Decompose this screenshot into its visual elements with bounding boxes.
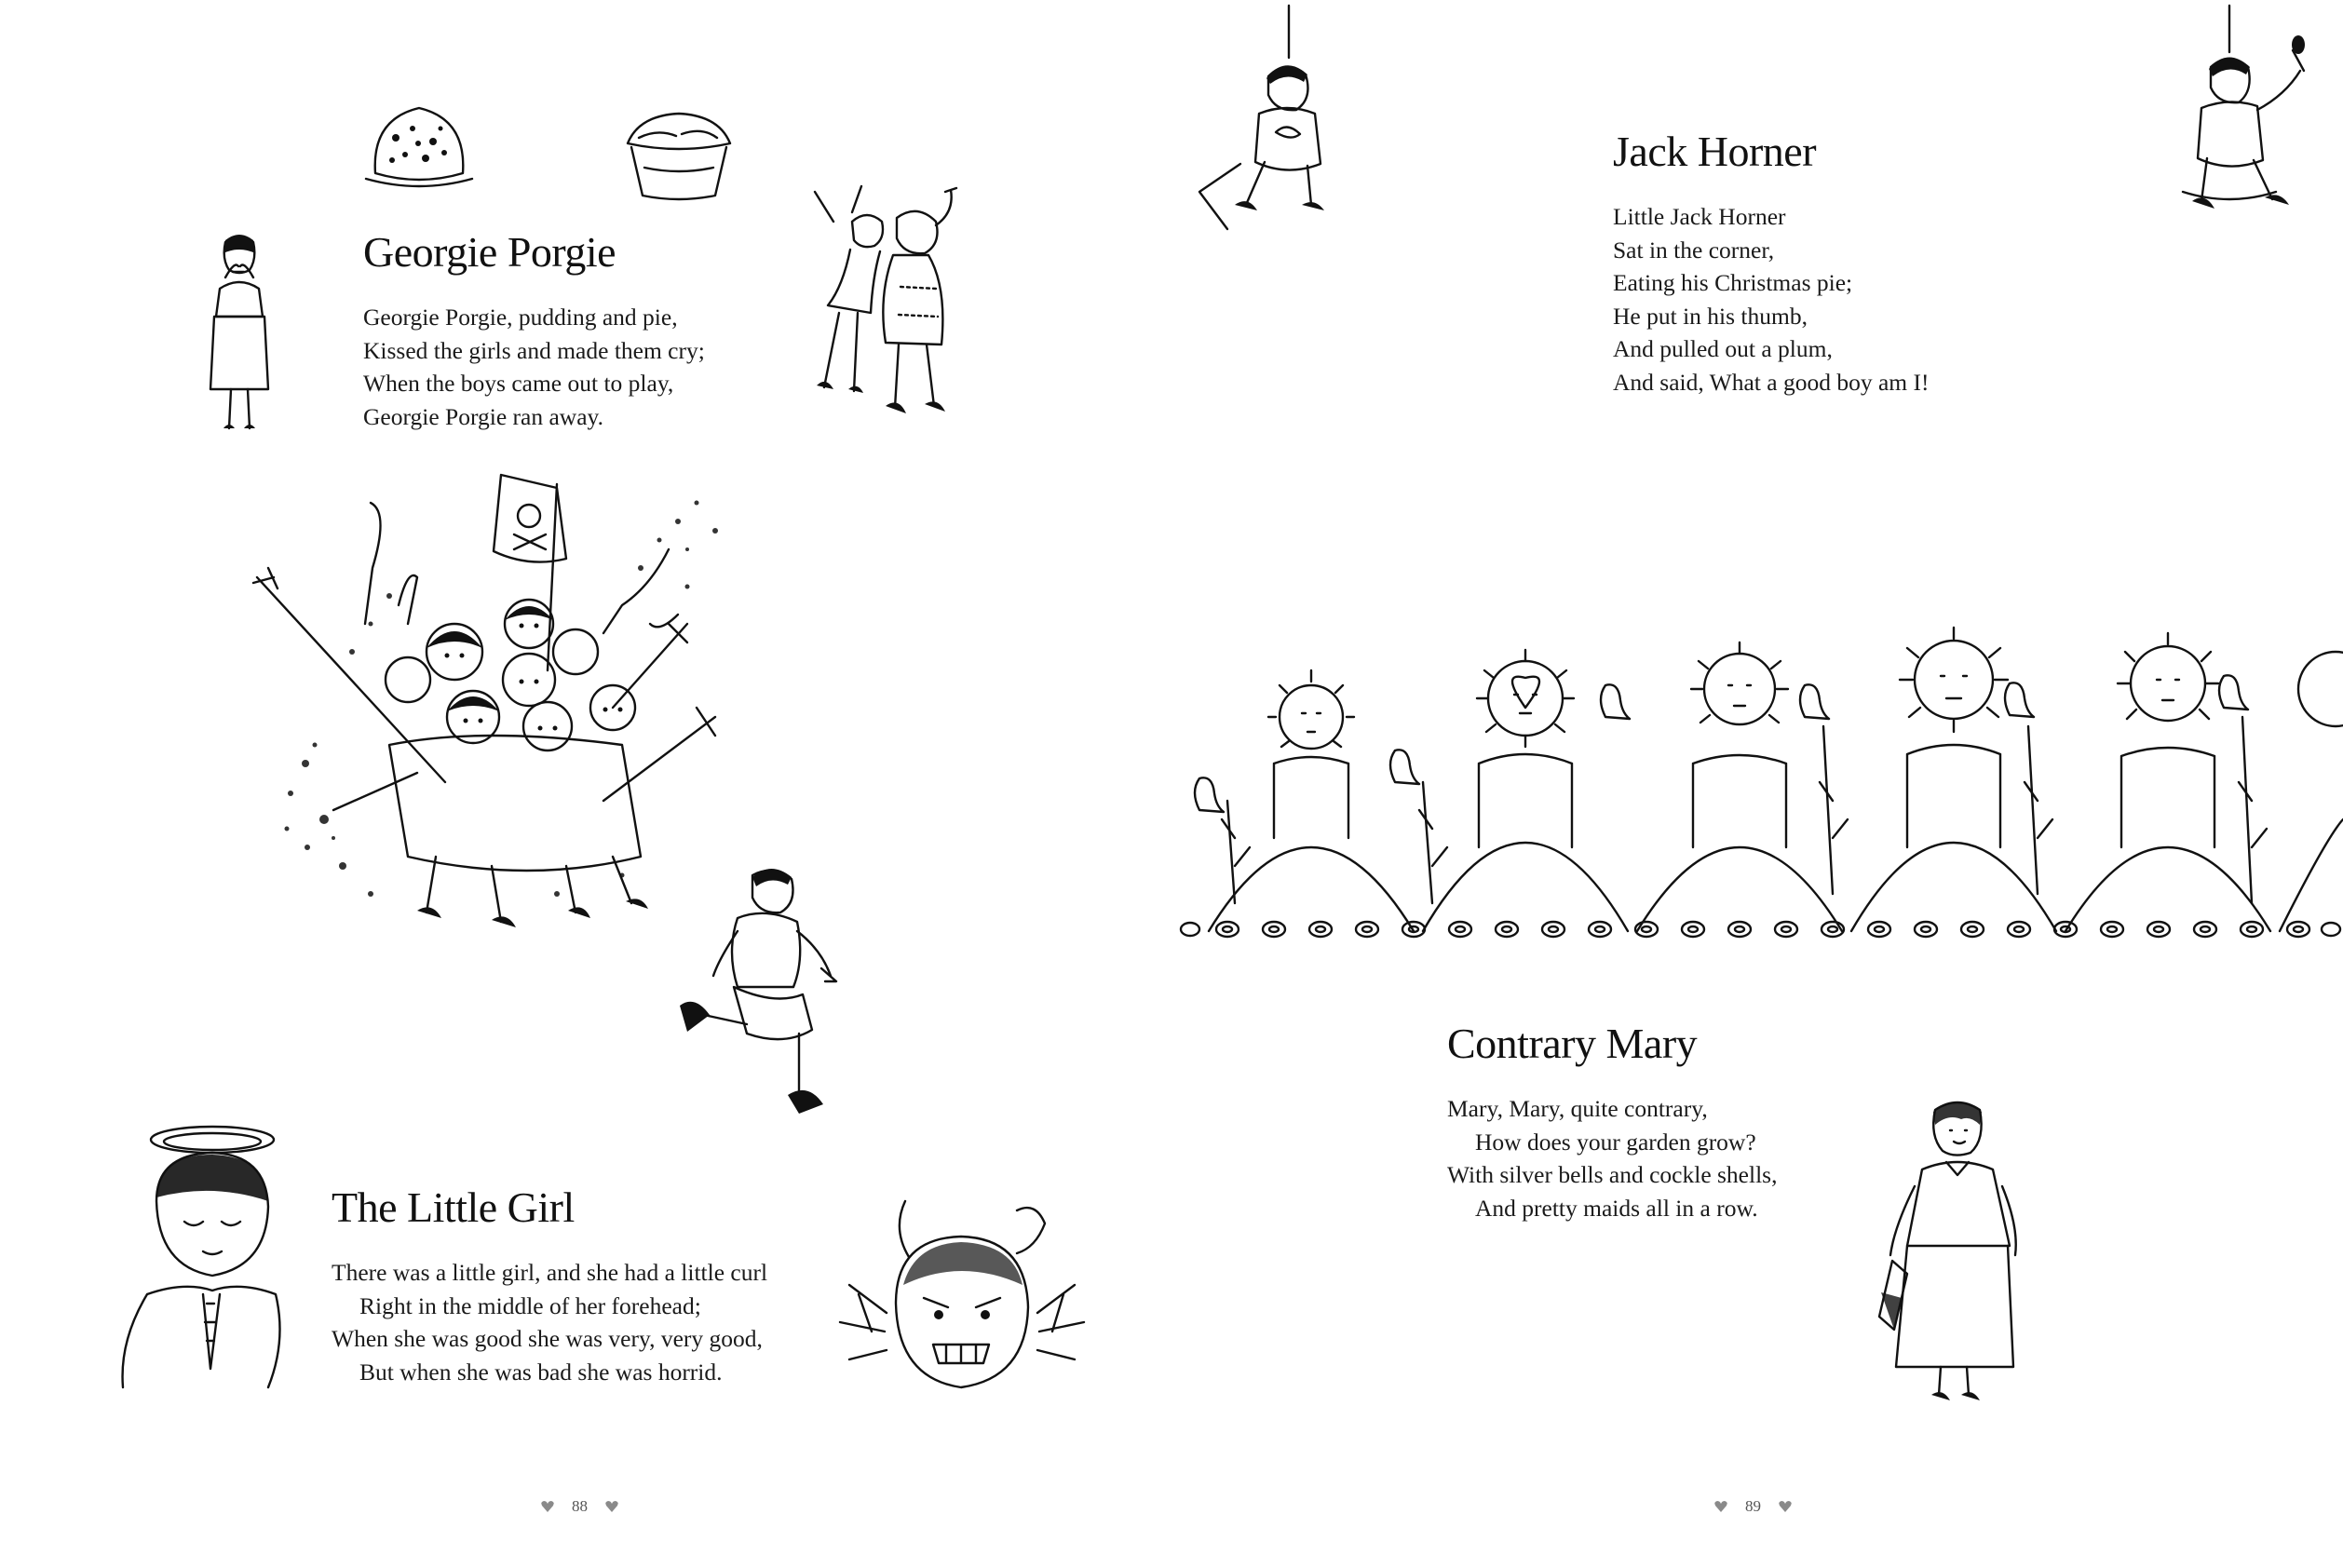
poem-title: Georgie Porgie	[363, 228, 616, 276]
poem-stanza	[363, 301, 705, 433]
poem-line: Right in the middle of her forehead;	[359, 1291, 701, 1319]
poem-stanza	[1613, 200, 1929, 399]
poem-line: Little Jack Horner	[1613, 203, 1786, 230]
poem-stanza	[332, 1256, 767, 1388]
page-number-right	[1713, 1497, 1793, 1516]
poem-title: Contrary Mary	[1447, 1020, 1698, 1067]
heart-icon	[540, 1499, 555, 1514]
poem-line: And said, What a good boy am I!	[1613, 368, 1930, 396]
poem-line: How does your garden grow?	[1475, 1128, 1756, 1156]
heart-icon	[1713, 1499, 1728, 1514]
poem-the-little-girl	[332, 1183, 767, 1388]
poem-stanza	[1447, 1092, 1777, 1224]
poem-line: Sat in the corner,	[1613, 236, 1775, 264]
poem-line: Georgie Porgie, pudding and pie,	[363, 304, 678, 331]
pie-illustration	[620, 110, 738, 203]
heart-icon	[604, 1499, 619, 1514]
poem-line: He put in his thumb,	[1613, 302, 1808, 330]
garden-row-illustration	[1172, 596, 2343, 950]
angel-girl-illustration	[110, 1117, 296, 1406]
horrid-girl-illustration	[831, 1192, 1091, 1406]
hanging-boy-left-illustration	[1190, 6, 1339, 238]
poem-line: And pretty maids all in a row.	[1475, 1194, 1758, 1222]
poem-line: Georgie Porgie ran away.	[363, 402, 603, 430]
poem-line: Kissed the girls and made them cry;	[363, 336, 705, 364]
poem-line: Eating his Christmas pie;	[1613, 269, 1853, 296]
kissing-couple-illustration	[796, 184, 973, 431]
pudding-illustration	[359, 101, 480, 194]
poem-georgie-porgie	[363, 227, 705, 433]
hanging-boy-right-illustration	[2164, 6, 2332, 238]
poem-contrary-mary	[1447, 1019, 1777, 1224]
page-number: 89	[1745, 1497, 1761, 1515]
poem-line: There was a little girl, and she had a little curl	[332, 1259, 768, 1286]
poem-title: The Little Girl	[332, 1183, 575, 1231]
running-boy-illustration	[672, 866, 877, 1127]
crying-girl-illustration	[197, 233, 281, 442]
poem-line: With silver bells and cockle shells,	[1447, 1161, 1778, 1188]
poem-jack-horner	[1613, 127, 1929, 399]
mary-with-trowel-illustration	[1870, 1097, 2038, 1423]
right-page	[1172, 0, 2343, 1568]
poem-line: But when she was bad she was horrid.	[359, 1358, 723, 1386]
heart-icon	[1778, 1499, 1793, 1514]
poem-title: Jack Horner	[1613, 128, 1817, 175]
poem-line: And pulled out a plum,	[1613, 335, 1833, 362]
page-number-left	[540, 1497, 619, 1516]
page-number: 88	[572, 1497, 588, 1515]
poem-line: Mary, Mary, quite contrary,	[1447, 1095, 1708, 1122]
poem-line: When the boys came out to play,	[363, 370, 674, 397]
poem-line: When she was good she was very, very good,	[332, 1325, 763, 1352]
